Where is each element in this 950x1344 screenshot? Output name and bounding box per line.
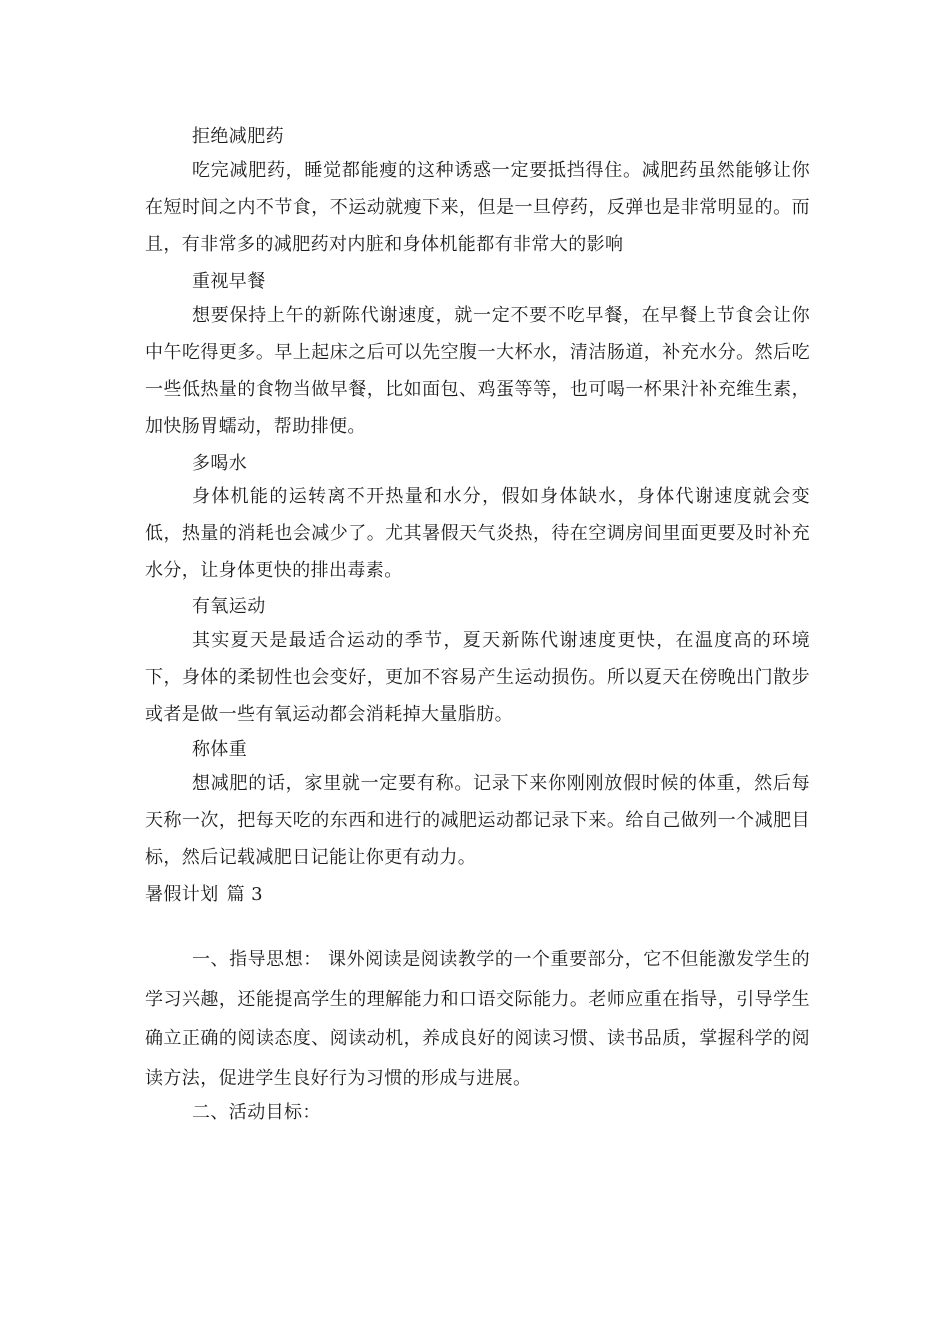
section-heading: 有氧运动: [192, 596, 266, 617]
plan-title: [145, 882, 263, 908]
guiding-paragraph: 一、指导思想： 课外阅读是阅读教学的一个重要部分，它不但能激发学生的学习兴趣，还能提高学生的理解能力和口语交际能力。老师应重在指导，引导学生确立正确的阅读态度、阅读动机，养成良好的阅读习惯、读书品质，掌握科学的阅读方法，促进学生良好行为习惯的形成与进展。: [145, 949, 810, 1089]
section-body: 吃完减肥药，睡觉都能瘦的这种诱惑一定要抵挡得住。减肥药虽然能够让你在短时间之内不节食，不运动就瘦下来，但是一旦停药，反弹也是非常明显的。而且，有非常多的减肥药对内脏和身体机能都有非常大的影响: [145, 160, 810, 255]
section-heading: 拒绝减肥药: [192, 126, 284, 147]
section-heading: 多喝水: [192, 453, 248, 474]
section-body: 想要保持上午的新陈代谢速度，就一定不要不吃早餐，在早餐上节食会让你中午吃得更多。早上起床之后可以先空腹一大杯水，清洁肠道，补充水分。然后吃一些低热量的食物当做早餐，比如面包、鸡蛋等等，也可喝一杯果汁补充维生素，加快肠胃蠕动，帮助排便。: [145, 305, 810, 437]
plan-number: 篇 3: [226, 884, 263, 905]
section-heading: 称体重: [192, 739, 248, 760]
plan-title-text: 暑假计划: [145, 884, 219, 905]
section-body: 想减肥的话，家里就一定要有称。记录下来你刚刚放假时候的体重，然后每天称一次，把每天吃的东西和进行的减肥运动都记录下来。给自己做列一个减肥目标，然后记载减肥日记能让你更有动力。: [145, 773, 810, 868]
section-body: 其实夏天是最适合运动的季节，夏天新陈代谢速度更快，在温度高的环境下，身体的柔韧性也会变好，更加不容易产生运动损伤。所以夏天在傍晚出门散步或者是做一些有氧运动都会消耗掉大量脂肪。: [145, 630, 810, 725]
section-heading: 重视早餐: [192, 271, 266, 292]
section-body: 身体机能的运转离不开热量和水分，假如身体缺水，身体代谢速度就会变低，热量的消耗也会减少了。尤其暑假天气炎热，待在空调房间里面更要及时补充水分，让身体更快的排出毒素。: [145, 486, 810, 581]
goals-heading: 二、活动目标：: [192, 1102, 321, 1123]
